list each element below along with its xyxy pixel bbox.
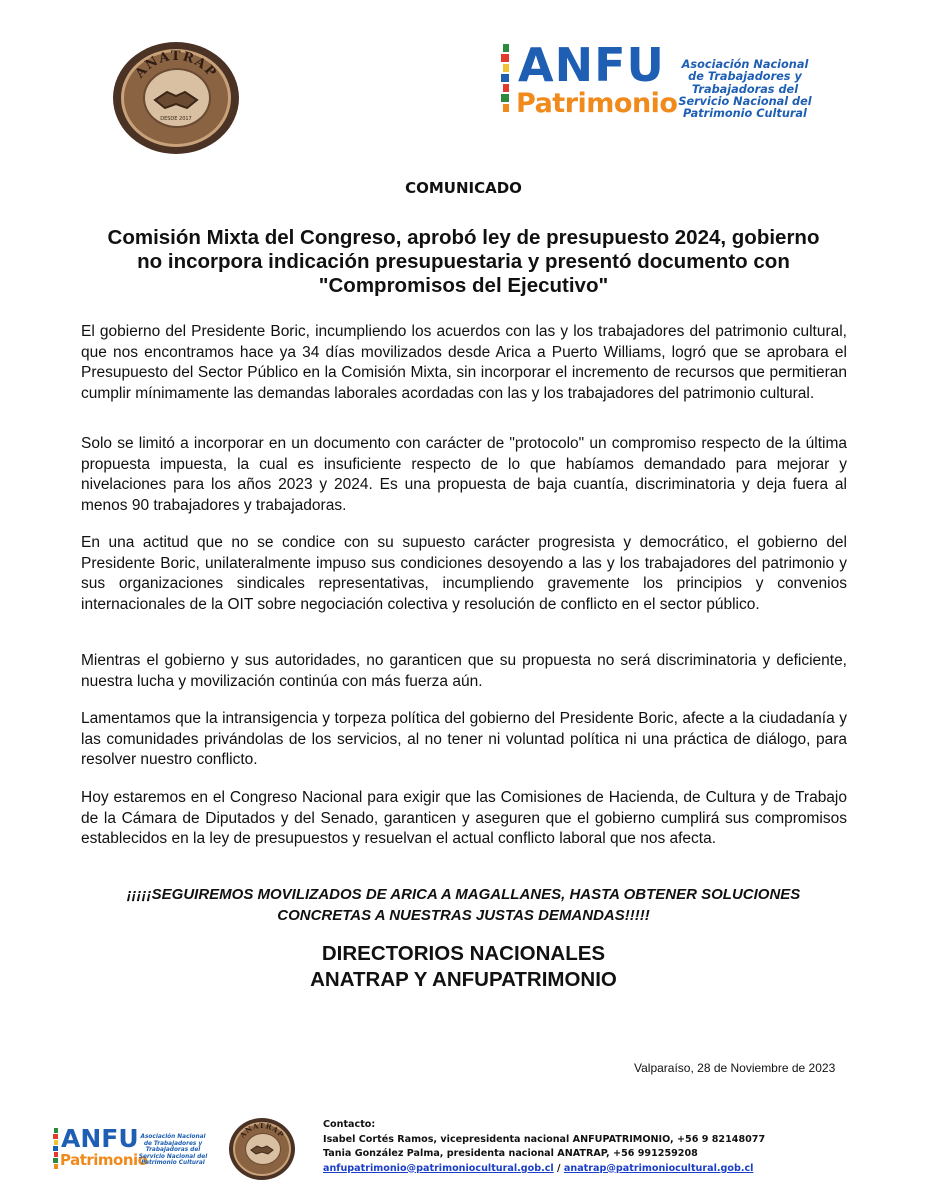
signature-block: DIRECTORIOS NACIONALES ANATRAP Y ANFUPATRIMONIO bbox=[310, 942, 617, 991]
contact-label: Contacto: bbox=[323, 1119, 376, 1130]
anatrap-logo bbox=[113, 42, 239, 154]
contact-block bbox=[323, 1118, 883, 1176]
svg-text:ANATRAP bbox=[132, 49, 219, 82]
email-link-anatrap[interactable]: anatrap@patrimoniocultural.gob.cl bbox=[563, 1162, 754, 1174]
anfu-logo bbox=[498, 38, 818, 122]
paragraph-4: Mientras el gobierno y sus autoridades, no garanticen que su propuesta no será discriminatoria y deficiente, nuestra lucha y movilización continúa con más fuerza aún. bbox=[81, 652, 847, 690]
closing-slogan: ¡¡¡¡¡SEGUIREMOS MOVILIZADOS DE ARICA A MAGALLANES, HASTA OBTENER SOLUCIONES CONCRETAS A NUESTRAS JUSTAS DEMANDAS!!!!! bbox=[126, 886, 801, 924]
document-title: Comisión Mixta del Congreso, aprobó ley de presupuesto 2024, gobierno no incorpora indicación presupuestaria y presentó documento con "Compromisos del Ejecutivo" bbox=[107, 226, 820, 297]
paragraph-6: Hoy estaremos en el Congreso Nacional para exigir que las Comisiones de Hacienda, de Cultura y de Trabajo de la Cámara de Diputados y del Senado, garanticen y aseguren que el gobierno cumplirá sus compromisos establecidos en la ley de presupuestos y resuelvan el actual conflicto laboral que nos afecta. bbox=[81, 789, 847, 847]
handshake-icon bbox=[251, 1146, 273, 1154]
footer-anatrap-logo bbox=[229, 1118, 295, 1180]
paragraph-3: En una actitud que no se condice con su supuesto carácter progresista y democrático, el gobierno del Presidente Boric, unilateralmente impuso sus condiciones desoyendo a las y los trabajadores del patrimonio y sus organizaciones sindicales representativas, incumpliendo gravemente los principios y convenios internacionales de la OIT sobre negociación colectiva y resolución de conflicto en el sector público. bbox=[81, 534, 847, 613]
dateline: Valparaíso, 28 de Noviembre de 2023 bbox=[634, 1061, 836, 1075]
footer-anatrap-ring-title: ANATRAP bbox=[237, 1120, 287, 1140]
pattern-stripe-icon bbox=[498, 42, 514, 118]
anfu-association-name: Asociación Nacional de Trabajadores y Trabajadoras del Servicio Nacional del Patrimonio Cultural bbox=[678, 58, 812, 121]
contact-line-2: Tania González Palma, presidenta nacional ANATRAP, +56 991259208 bbox=[323, 1148, 698, 1159]
footer-anfu-association-name: Asociación Nacional de Trabajadores y Trabajadoras del Servicio Nacional del Patrimonio Cultural bbox=[138, 1134, 208, 1167]
handshake-icon bbox=[155, 92, 197, 108]
svg-text:ANATRAP bbox=[237, 1121, 286, 1140]
email-link-anfu[interactable]: anfupatrimonio@patrimoniocultural.gob.cl bbox=[323, 1162, 554, 1174]
contact-emails bbox=[323, 1162, 883, 1177]
paragraph-5: Lamentamos que la intransigencia y torpeza política del gobierno del Presidente Boric, afecte a la ciudadanía y las comunidades privándolas de los servicios, al no tener ni voluntad política ni una práctica de diálogo, para resolver nuestro conflicto. bbox=[81, 710, 847, 768]
pattern-stripe-icon bbox=[52, 1128, 60, 1170]
footer-anfu-logo bbox=[52, 1126, 210, 1174]
anatrap-ring-title: ANATRAP bbox=[132, 48, 220, 82]
email-separator: / bbox=[553, 1162, 564, 1174]
footer-patrimonio-wordmark: Patrimonio bbox=[60, 1151, 148, 1169]
contact-line-1: Isabel Cortés Ramos, vicepresidenta nacional ANFUPATRIMONIO, +56 9 82148077 bbox=[323, 1133, 766, 1145]
footer-anfu-wordmark: ANFU bbox=[61, 1124, 139, 1153]
anfu-wordmark: ANFU bbox=[518, 38, 665, 92]
document-heading: COMUNICADO bbox=[405, 179, 522, 197]
anatrap-year: DESDE 2017 bbox=[160, 116, 192, 122]
patrimonio-wordmark: Patrimonio bbox=[516, 88, 678, 119]
paragraph-1: El gobierno del Presidente Boric, incumpliendo los acuerdos con las y los trabajadores del patrimonio cultural, que nos encontramos hace ya 34 días movilizados desde Arica a Puerto Williams, logró que se aprobara el Presupuesto del Sector Público en la Comisión Mixta, sin incorporar el incremento de recursos que permitieran cumplir mínimamente las demandas laborales acordadas con las y los trabajadores del patrimonio cultural. bbox=[81, 323, 847, 402]
paragraph-2: Solo se limitó a incorporar en un documento con carácter de "protocolo" un compromiso respecto de la última propuesta impuesta, la cual es insuficiente respecto de lo que habíamos demandado para mejorar y nivelaciones para los años 2023 y 2024. Es una propuesta de baja cuantía, discriminatoria y deja fuera al menos 90 trabajadores y trabajadoras. bbox=[81, 435, 847, 514]
